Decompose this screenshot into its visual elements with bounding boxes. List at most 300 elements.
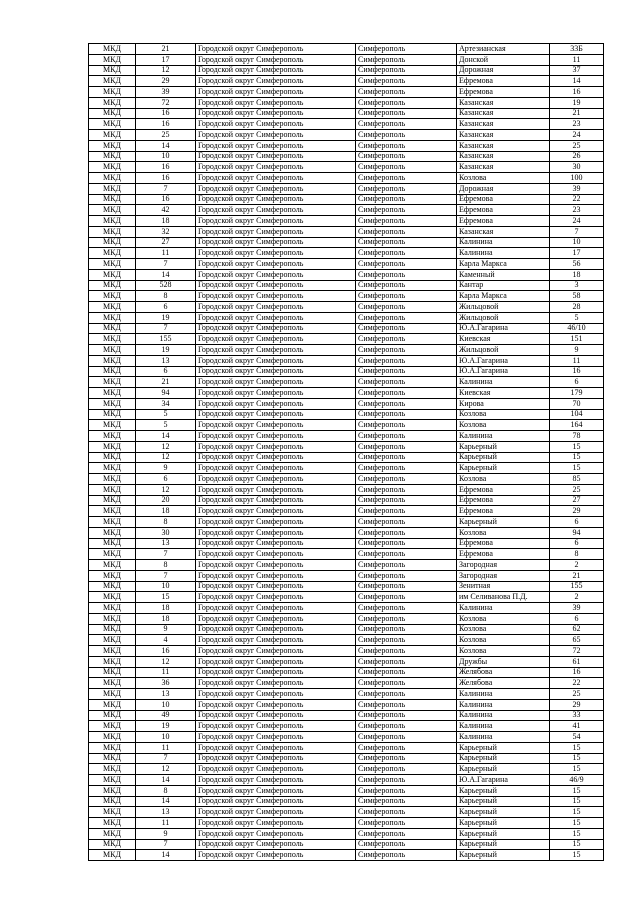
city-cell: Симферополь <box>356 237 457 248</box>
municipality-cell: Городской округ Симферополь <box>196 753 356 764</box>
city-cell: Симферополь <box>356 280 457 291</box>
street-cell: Козлова <box>457 409 550 420</box>
house-cell: 15 <box>550 452 604 463</box>
type-cell: МКД <box>89 732 136 743</box>
rooms-cell: 10 <box>136 581 196 592</box>
type-cell: МКД <box>89 613 136 624</box>
rooms-cell: 18 <box>136 603 196 614</box>
municipality-cell: Городской округ Симферополь <box>196 506 356 517</box>
city-cell: Симферополь <box>356 291 457 302</box>
type-cell: МКД <box>89 484 136 495</box>
rooms-cell: 7 <box>136 549 196 560</box>
type-cell: МКД <box>89 581 136 592</box>
table-row <box>89 130 604 141</box>
street-cell: Карьерный <box>457 850 550 861</box>
city-cell: Симферополь <box>356 441 457 452</box>
rooms-cell: 7 <box>136 753 196 764</box>
house-cell: 2 <box>550 560 604 571</box>
municipality-cell: Городской округ Симферополь <box>196 689 356 700</box>
street-cell: Казанская <box>457 97 550 108</box>
type-cell: МКД <box>89 689 136 700</box>
municipality-cell: Городской округ Симферополь <box>196 130 356 141</box>
house-cell: 22 <box>550 678 604 689</box>
type-cell: МКД <box>89 753 136 764</box>
rooms-cell: 10 <box>136 699 196 710</box>
rooms-cell: 6 <box>136 366 196 377</box>
table-row <box>89 764 604 775</box>
city-cell: Симферополь <box>356 710 457 721</box>
house-cell: 54 <box>550 732 604 743</box>
rooms-cell: 39 <box>136 87 196 98</box>
street-cell: Жильцовой <box>457 302 550 313</box>
street-cell: Ю.А.Гагарина <box>457 323 550 334</box>
street-cell: Казанская <box>457 162 550 173</box>
table-row <box>89 495 604 506</box>
street-cell: Калинина <box>457 721 550 732</box>
table-row <box>89 312 604 323</box>
rooms-cell: 155 <box>136 334 196 345</box>
municipality-cell: Городской округ Симферополь <box>196 517 356 528</box>
table-row <box>89 226 604 237</box>
house-cell: 21 <box>550 570 604 581</box>
house-cell: 6 <box>550 377 604 388</box>
municipality-cell: Городской округ Симферополь <box>196 495 356 506</box>
house-cell: 15 <box>550 463 604 474</box>
house-cell: 100 <box>550 173 604 184</box>
city-cell: Симферополь <box>356 226 457 237</box>
city-cell: Симферополь <box>356 366 457 377</box>
street-cell: Ю.А.Гагарина <box>457 775 550 786</box>
city-cell: Симферополь <box>356 635 457 646</box>
rooms-cell: 21 <box>136 44 196 55</box>
table-row <box>89 398 604 409</box>
city-cell: Симферополь <box>356 173 457 184</box>
municipality-cell: Городской округ Симферополь <box>196 474 356 485</box>
city-cell: Симферополь <box>356 323 457 334</box>
house-cell: 62 <box>550 624 604 635</box>
type-cell: МКД <box>89 237 136 248</box>
type-cell: МКД <box>89 334 136 345</box>
house-cell: 33Б <box>550 44 604 55</box>
municipality-cell: Городской округ Симферополь <box>196 312 356 323</box>
city-cell: Симферополь <box>356 603 457 614</box>
table-row <box>89 839 604 850</box>
house-cell: 22 <box>550 194 604 205</box>
city-cell: Симферополь <box>356 850 457 861</box>
rooms-cell: 12 <box>136 656 196 667</box>
rooms-cell: 16 <box>136 162 196 173</box>
street-cell: Ю.А.Гагарина <box>457 355 550 366</box>
municipality-cell: Городской округ Симферополь <box>196 624 356 635</box>
table-row <box>89 216 604 227</box>
city-cell: Симферополь <box>356 828 457 839</box>
house-cell: 15 <box>550 828 604 839</box>
type-cell: МКД <box>89 173 136 184</box>
house-cell: 179 <box>550 388 604 399</box>
municipality-cell: Городской округ Симферополь <box>196 710 356 721</box>
house-cell: 72 <box>550 646 604 657</box>
municipality-cell: Городской округ Симферополь <box>196 377 356 388</box>
street-cell: Калинина <box>457 248 550 259</box>
street-cell: Карьерный <box>457 785 550 796</box>
type-cell: МКД <box>89 656 136 667</box>
type-cell: МКД <box>89 538 136 549</box>
municipality-cell: Городской округ Симферополь <box>196 140 356 151</box>
street-cell: Карьерный <box>457 796 550 807</box>
house-cell: 25 <box>550 689 604 700</box>
house-cell: 58 <box>550 291 604 302</box>
municipality-cell: Городской округ Симферополь <box>196 216 356 227</box>
rooms-cell: 15 <box>136 592 196 603</box>
rooms-cell: 11 <box>136 667 196 678</box>
table-row <box>89 97 604 108</box>
municipality-cell: Городской округ Симферополь <box>196 431 356 442</box>
municipality-cell: Городской округ Симферополь <box>196 549 356 560</box>
table-row <box>89 753 604 764</box>
house-cell: 27 <box>550 495 604 506</box>
table-row <box>89 484 604 495</box>
city-cell: Симферополь <box>356 97 457 108</box>
type-cell: МКД <box>89 216 136 227</box>
street-cell: Каменный <box>457 269 550 280</box>
table-row <box>89 785 604 796</box>
house-cell: 15 <box>550 753 604 764</box>
rooms-cell: 8 <box>136 560 196 571</box>
table-row <box>89 549 604 560</box>
rooms-cell: 20 <box>136 495 196 506</box>
type-cell: МКД <box>89 764 136 775</box>
house-cell: 41 <box>550 721 604 732</box>
type-cell: МКД <box>89 603 136 614</box>
table-row <box>89 807 604 818</box>
type-cell: МКД <box>89 183 136 194</box>
city-cell: Симферополь <box>356 409 457 420</box>
house-cell: 11 <box>550 54 604 65</box>
municipality-cell: Городской округ Симферополь <box>196 302 356 313</box>
type-cell: МКД <box>89 97 136 108</box>
street-cell: Козлова <box>457 420 550 431</box>
municipality-cell: Городской округ Симферополь <box>196 667 356 678</box>
city-cell: Симферополь <box>356 76 457 87</box>
city-cell: Симферополь <box>356 517 457 528</box>
municipality-cell: Городской округ Симферополь <box>196 818 356 829</box>
rooms-cell: 30 <box>136 527 196 538</box>
municipality-cell: Городской округ Симферополь <box>196 646 356 657</box>
street-cell: Дружбы <box>457 656 550 667</box>
rooms-cell: 10 <box>136 732 196 743</box>
street-cell: Карьерный <box>457 441 550 452</box>
table-row <box>89 678 604 689</box>
rooms-cell: 11 <box>136 248 196 259</box>
house-cell: 33 <box>550 710 604 721</box>
type-cell: МКД <box>89 850 136 861</box>
street-cell: Ефремова <box>457 76 550 87</box>
city-cell: Симферополь <box>356 334 457 345</box>
type-cell: МКД <box>89 527 136 538</box>
table-row <box>89 151 604 162</box>
type-cell: МКД <box>89 570 136 581</box>
municipality-cell: Городской округ Симферополь <box>196 721 356 732</box>
city-cell: Симферополь <box>356 259 457 270</box>
street-cell: Калинина <box>457 710 550 721</box>
type-cell: МКД <box>89 463 136 474</box>
street-cell: Калинина <box>457 732 550 743</box>
rooms-cell: 13 <box>136 355 196 366</box>
house-cell: 24 <box>550 216 604 227</box>
rooms-cell: 5 <box>136 409 196 420</box>
city-cell: Симферополь <box>356 377 457 388</box>
rooms-cell: 11 <box>136 742 196 753</box>
rooms-cell: 18 <box>136 216 196 227</box>
type-cell: МКД <box>89 291 136 302</box>
city-cell: Симферополь <box>356 818 457 829</box>
type-cell: МКД <box>89 667 136 678</box>
street-cell: Карьерный <box>457 839 550 850</box>
house-cell: 8 <box>550 549 604 560</box>
type-cell: МКД <box>89 259 136 270</box>
table-row <box>89 646 604 657</box>
type-cell: МКД <box>89 742 136 753</box>
rooms-cell: 14 <box>136 431 196 442</box>
city-cell: Симферополь <box>356 345 457 356</box>
city-cell: Симферополь <box>356 656 457 667</box>
municipality-cell: Городской округ Симферополь <box>196 44 356 55</box>
type-cell: МКД <box>89 388 136 399</box>
city-cell: Симферополь <box>356 775 457 786</box>
table-row <box>89 818 604 829</box>
street-cell: Казанская <box>457 108 550 119</box>
table-row <box>89 517 604 528</box>
type-cell: МКД <box>89 87 136 98</box>
type-cell: МКД <box>89 409 136 420</box>
city-cell: Симферополь <box>356 699 457 710</box>
city-cell: Симферополь <box>356 732 457 743</box>
type-cell: МКД <box>89 818 136 829</box>
type-cell: МКД <box>89 194 136 205</box>
table-row <box>89 140 604 151</box>
table-row <box>89 420 604 431</box>
street-cell: Ефремова <box>457 205 550 216</box>
rooms-cell: 10 <box>136 151 196 162</box>
type-cell: МКД <box>89 248 136 259</box>
house-cell: 46/10 <box>550 323 604 334</box>
type-cell: МКД <box>89 452 136 463</box>
house-cell: 19 <box>550 97 604 108</box>
municipality-cell: Городской округ Симферополь <box>196 732 356 743</box>
type-cell: МКД <box>89 345 136 356</box>
municipality-cell: Городской округ Симферополь <box>196 796 356 807</box>
street-cell: Артезианская <box>457 44 550 55</box>
municipality-cell: Городской округ Симферополь <box>196 484 356 495</box>
rooms-cell: 32 <box>136 226 196 237</box>
table-row <box>89 624 604 635</box>
rooms-cell: 14 <box>136 269 196 280</box>
house-cell: 85 <box>550 474 604 485</box>
street-cell: Казанская <box>457 151 550 162</box>
rooms-cell: 9 <box>136 624 196 635</box>
municipality-cell: Городской округ Симферополь <box>196 355 356 366</box>
type-cell: МКД <box>89 807 136 818</box>
city-cell: Симферополь <box>356 581 457 592</box>
municipality-cell: Городской округ Симферополь <box>196 839 356 850</box>
street-cell: Ефремова <box>457 87 550 98</box>
house-cell: 15 <box>550 818 604 829</box>
city-cell: Симферополь <box>356 44 457 55</box>
street-cell: Ефремова <box>457 495 550 506</box>
rooms-cell: 11 <box>136 818 196 829</box>
rooms-cell: 36 <box>136 678 196 689</box>
municipality-cell: Городской округ Симферополь <box>196 398 356 409</box>
municipality-cell: Городской округ Симферополь <box>196 280 356 291</box>
rooms-cell: 16 <box>136 108 196 119</box>
table-row <box>89 441 604 452</box>
city-cell: Симферополь <box>356 119 457 130</box>
house-cell: 6 <box>550 613 604 624</box>
municipality-cell: Городской округ Симферополь <box>196 452 356 463</box>
street-cell: Казанская <box>457 140 550 151</box>
type-cell: МКД <box>89 130 136 141</box>
house-cell: 78 <box>550 431 604 442</box>
rooms-cell: 12 <box>136 764 196 775</box>
street-cell: Киевская <box>457 334 550 345</box>
house-cell: 61 <box>550 656 604 667</box>
type-cell: МКД <box>89 151 136 162</box>
city-cell: Симферополь <box>356 646 457 657</box>
street-cell: Загородная <box>457 570 550 581</box>
street-cell: Карьерный <box>457 452 550 463</box>
municipality-cell: Городской округ Симферополь <box>196 828 356 839</box>
type-cell: МКД <box>89 76 136 87</box>
house-cell: 6 <box>550 517 604 528</box>
street-cell: Желябова <box>457 678 550 689</box>
street-cell: Козлова <box>457 635 550 646</box>
rooms-cell: 19 <box>136 312 196 323</box>
street-cell: Ефремова <box>457 538 550 549</box>
house-cell: 29 <box>550 506 604 517</box>
house-cell: 10 <box>550 237 604 248</box>
type-cell: МКД <box>89 119 136 130</box>
rooms-cell: 8 <box>136 785 196 796</box>
city-cell: Симферополь <box>356 796 457 807</box>
type-cell: МКД <box>89 592 136 603</box>
type-cell: МКД <box>89 495 136 506</box>
city-cell: Симферополь <box>356 538 457 549</box>
municipality-cell: Городской округ Симферополь <box>196 237 356 248</box>
street-cell: Ефремова <box>457 549 550 560</box>
city-cell: Симферополь <box>356 420 457 431</box>
street-cell: Казанская <box>457 130 550 141</box>
table-row <box>89 76 604 87</box>
municipality-cell: Городской округ Симферополь <box>196 764 356 775</box>
municipality-cell: Городской округ Симферополь <box>196 463 356 474</box>
municipality-cell: Городской округ Симферополь <box>196 603 356 614</box>
city-cell: Симферополь <box>356 108 457 119</box>
rooms-cell: 29 <box>136 76 196 87</box>
house-cell: 15 <box>550 807 604 818</box>
street-cell: Карьерный <box>457 828 550 839</box>
rooms-cell: 6 <box>136 302 196 313</box>
type-cell: МКД <box>89 323 136 334</box>
city-cell: Симферополь <box>356 484 457 495</box>
municipality-cell: Городской округ Симферополь <box>196 560 356 571</box>
table-row <box>89 560 604 571</box>
table-row <box>89 87 604 98</box>
street-cell: Козлова <box>457 613 550 624</box>
table-row <box>89 710 604 721</box>
municipality-cell: Городской округ Симферополь <box>196 248 356 259</box>
rooms-cell: 7 <box>136 839 196 850</box>
house-cell: 15 <box>550 839 604 850</box>
street-cell: Жильцовой <box>457 345 550 356</box>
street-cell: Ю.А.Гагарина <box>457 366 550 377</box>
type-cell: МКД <box>89 635 136 646</box>
city-cell: Симферополь <box>356 807 457 818</box>
city-cell: Симферополь <box>356 162 457 173</box>
municipality-cell: Городской округ Симферополь <box>196 54 356 65</box>
type-cell: МКД <box>89 366 136 377</box>
house-cell: 17 <box>550 248 604 259</box>
table-row <box>89 603 604 614</box>
rooms-cell: 16 <box>136 194 196 205</box>
house-cell: 15 <box>550 742 604 753</box>
rooms-cell: 7 <box>136 259 196 270</box>
street-cell: Карьерный <box>457 742 550 753</box>
table-row <box>89 463 604 474</box>
table-row <box>89 237 604 248</box>
table-row <box>89 173 604 184</box>
house-cell: 2 <box>550 592 604 603</box>
house-cell: 15 <box>550 441 604 452</box>
table-row <box>89 775 604 786</box>
table-row <box>89 527 604 538</box>
city-cell: Симферополь <box>356 216 457 227</box>
table-row <box>89 388 604 399</box>
house-cell: 46/9 <box>550 775 604 786</box>
city-cell: Симферополь <box>356 592 457 603</box>
rooms-cell: 16 <box>136 173 196 184</box>
house-cell: 30 <box>550 162 604 173</box>
street-cell: Зенитная <box>457 581 550 592</box>
city-cell: Симферополь <box>356 205 457 216</box>
type-cell: МКД <box>89 721 136 732</box>
street-cell: Карьерный <box>457 807 550 818</box>
city-cell: Симферополь <box>356 506 457 517</box>
municipality-cell: Городской округ Симферополь <box>196 194 356 205</box>
rooms-cell: 12 <box>136 65 196 76</box>
table-row <box>89 280 604 291</box>
rooms-cell: 13 <box>136 807 196 818</box>
house-cell: 29 <box>550 699 604 710</box>
table-row <box>89 570 604 581</box>
rooms-cell: 4 <box>136 635 196 646</box>
house-cell: 164 <box>550 420 604 431</box>
city-cell: Симферополь <box>356 269 457 280</box>
house-cell: 16 <box>550 366 604 377</box>
house-cell: 56 <box>550 259 604 270</box>
city-cell: Симферополь <box>356 474 457 485</box>
municipality-cell: Городской округ Симферополь <box>196 205 356 216</box>
street-cell: Карла Маркса <box>457 259 550 270</box>
rooms-cell: 7 <box>136 570 196 581</box>
type-cell: МКД <box>89 302 136 313</box>
street-cell: Ефремова <box>457 506 550 517</box>
house-cell: 23 <box>550 119 604 130</box>
municipality-cell: Городской округ Симферополь <box>196 334 356 345</box>
table-row <box>89 334 604 345</box>
rooms-cell: 25 <box>136 130 196 141</box>
street-cell: Загородная <box>457 560 550 571</box>
table-row <box>89 796 604 807</box>
